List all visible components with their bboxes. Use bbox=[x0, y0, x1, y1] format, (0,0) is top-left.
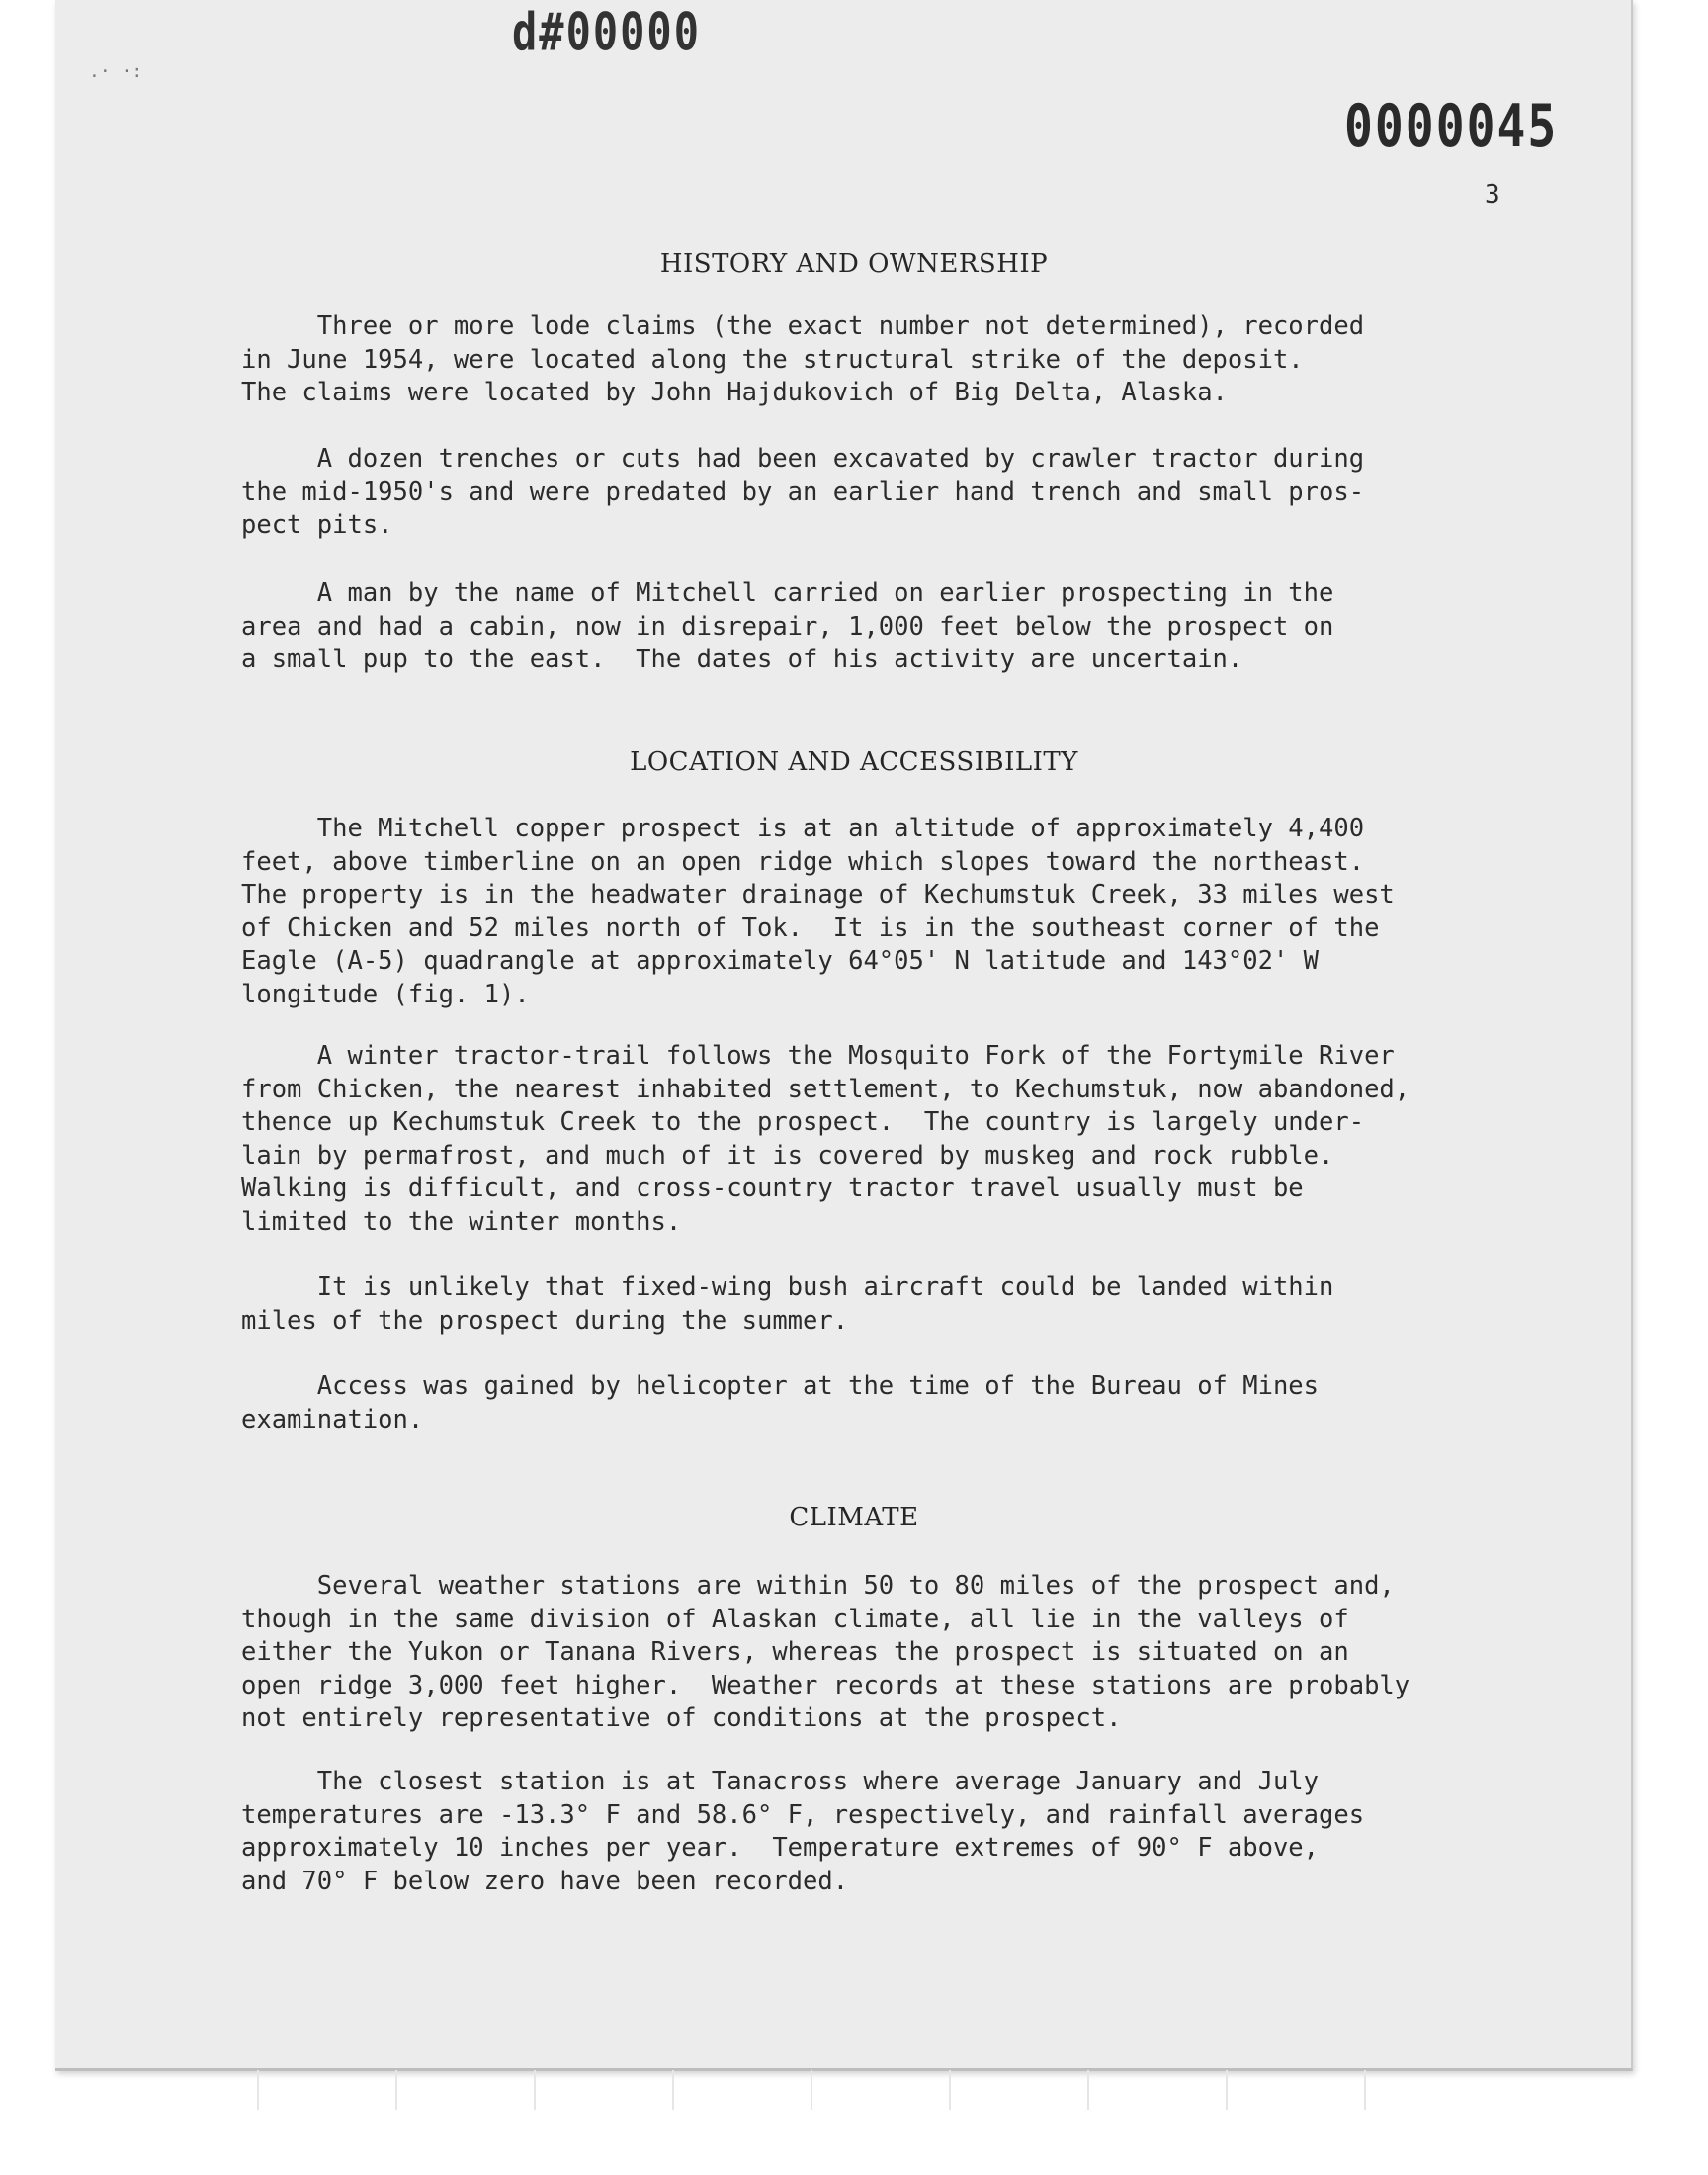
heading-location-accessibility: LOCATION AND ACCESSIBILITY bbox=[630, 747, 1078, 777]
scan-specks: .· ·: bbox=[89, 61, 143, 82]
scan-artifact bbox=[198, 2070, 1384, 2110]
paragraph: A man by the name of Mitchell carried on earlier prospecting in the area and had a cabin, now in disrepair, 1,000 feet below the prospect on a small pup to the east. The dates of his activity are uncertain. bbox=[241, 578, 1334, 674]
paragraph: The Mitchell copper prospect is at an altitude of approximately 4,400 feet, above timberline on an open ridge which slopes toward the northeast. The property is in the headwater drainage of Kechumstuk Creek, 33 miles west of Chicken and 52 miles north of Tok. It is in the southeast corner of the Eagle (A-5) quadrangle at approximately 64°05' N latitude and 143°02' W longitude (fig. 1). bbox=[241, 814, 1395, 1009]
paragraph: It is unlikely that fixed-wing bush aircraft could be landed within miles of the prospect during the summer. bbox=[241, 1272, 1334, 1336]
stamp-number-top: d#00000 bbox=[512, 1, 702, 63]
stamp-number-right: 0000045 bbox=[1344, 92, 1559, 161]
paragraph: A dozen trenches or cuts had been excavated by crawler tractor during the mid-1950's and were predated by an earlier hand trench and small pros- pect pits. bbox=[241, 444, 1365, 540]
heading-climate: CLIMATE bbox=[789, 1503, 919, 1532]
paragraph: Access was gained by helicopter at the time of the Bureau of Mines examination. bbox=[241, 1371, 1320, 1435]
paragraph: Three or more lode claims (the exact number not determined), recorded in June 1954, were located along the structural strike of the deposit. The claims were located by John Hajdukovich of Big Delta, Alaska. bbox=[241, 311, 1365, 407]
heading-history-ownership: HISTORY AND OWNERSHIP bbox=[659, 249, 1049, 279]
paragraph: The closest station is at Tanacross where average January and July temperatures are -13.3° F and 58.6° F, respectively, and rainfall averages approximately 10 inches per year. Temperature extremes of 90° F above, and 70° F below zero have been recorded. bbox=[241, 1767, 1365, 1896]
paragraph: A winter tractor-trail follows the Mosquito Fork of the Fortymile River from Chicken, the nearest inhabited settlement, to Kechumstuk, now abandoned, thence up Kechumstuk Creek to the prospect. The country is largely under- lain by permafrost, and much of it is covered by muskeg and rock rubble. Walking is difficult, and cross-country tractor travel usually must be limited to the winter months. bbox=[241, 1041, 1410, 1237]
paragraph: Several weather stations are within 50 to 80 miles of the prospect and, though in the same division of Alaskan climate, all lie in the valleys of either the Yukon or Tanana Rivers, whereas the prospect is situated on an open ridge 3,000 feet higher. Weather records at these stations are probably not entirely representative of conditions at the prospect. bbox=[241, 1571, 1410, 1733]
page-number: 3 bbox=[1485, 180, 1500, 210]
